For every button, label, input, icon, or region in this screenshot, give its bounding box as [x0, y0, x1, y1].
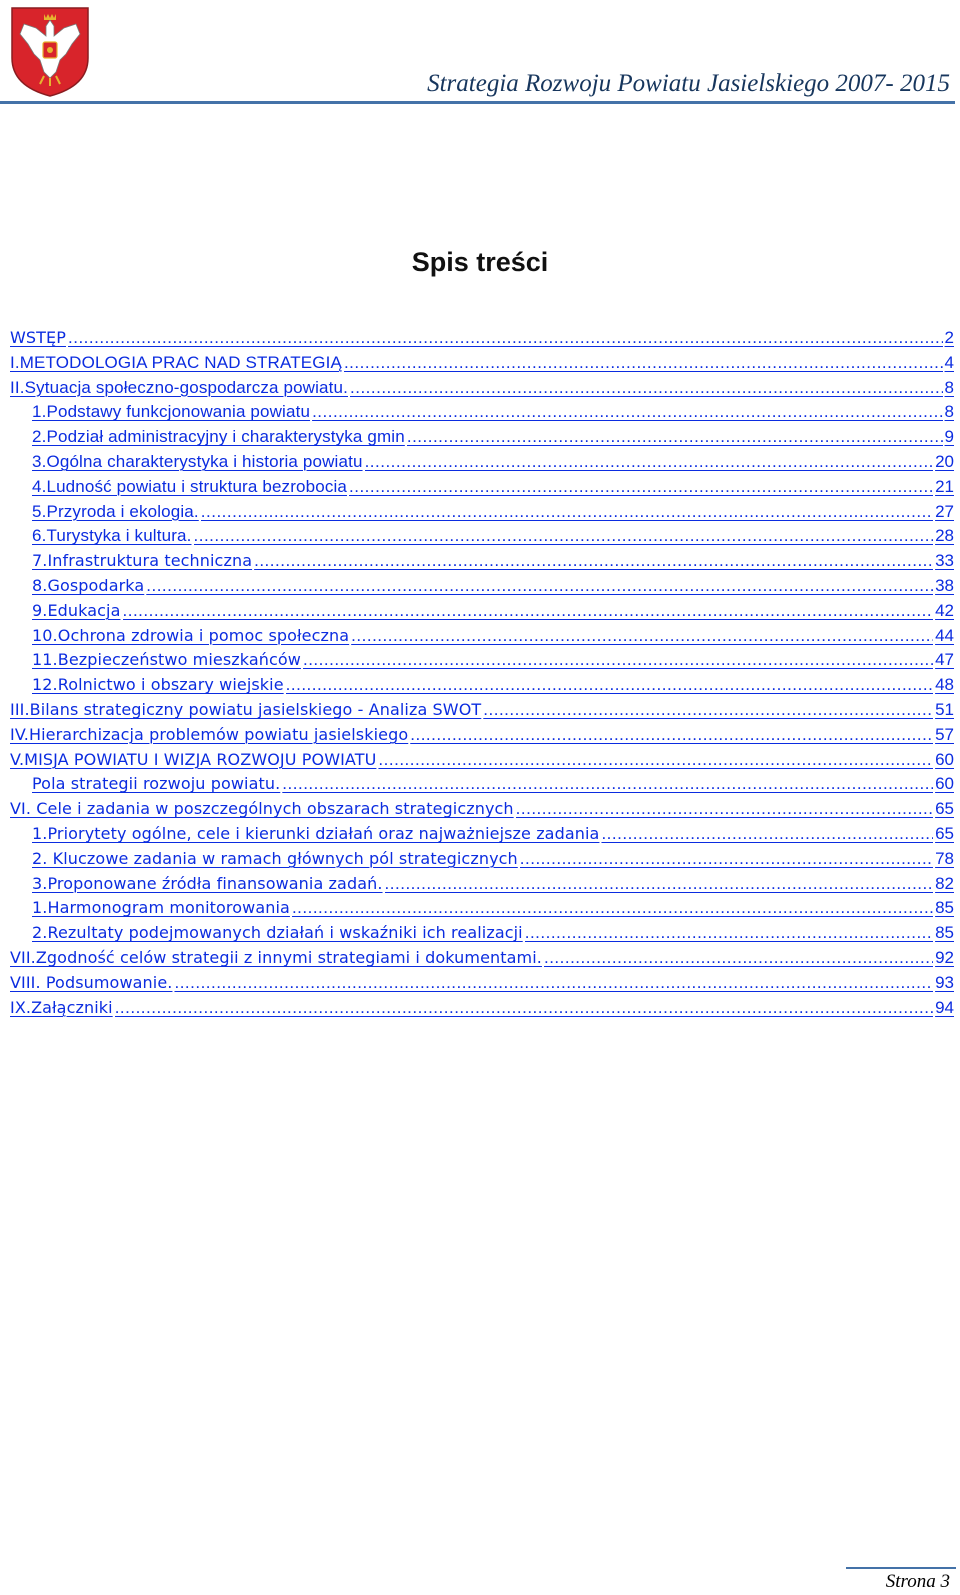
toc-entry-page[interactable]: 21	[935, 476, 954, 496]
toc-entry-label[interactable]: I.METODOLOGIA PRAC NAD STRATEGIĄ	[10, 352, 342, 372]
toc-entry[interactable]	[10, 549, 954, 574]
toc-entry[interactable]	[10, 872, 954, 897]
toc-entry-page[interactable]: 82	[935, 873, 954, 893]
toc-entry[interactable]	[10, 971, 954, 996]
toc-dot-leader	[349, 475, 933, 500]
toc-entry[interactable]	[10, 822, 954, 847]
toc-entry-label[interactable]: VII.Zgodność celów strategii z innymi strategiami i dokumentami.	[10, 947, 542, 967]
toc-entry-page[interactable]: 20	[935, 451, 954, 471]
toc-entry-page[interactable]: 33	[935, 551, 954, 571]
toc-dot-leader	[516, 797, 933, 822]
toc-entry-page[interactable]: 65	[935, 823, 954, 843]
toc-entry-label[interactable]: VIII. Podsumowanie.	[10, 972, 173, 992]
toc-dot-leader	[292, 896, 933, 921]
toc-entry[interactable]	[10, 475, 954, 500]
toc-entry-page[interactable]: 28	[935, 526, 954, 546]
toc-dot-leader	[115, 996, 933, 1021]
toc-entry-page[interactable]: 8	[944, 402, 954, 422]
toc-entry-page[interactable]: 51	[935, 699, 954, 719]
toc-entry[interactable]	[10, 400, 954, 425]
toc-entry[interactable]	[10, 996, 954, 1021]
toc-entry[interactable]	[10, 847, 954, 872]
toc-entry-page[interactable]: 27	[935, 501, 954, 521]
toc-dot-leader	[123, 599, 934, 624]
toc-entry-page[interactable]: 57	[935, 724, 954, 744]
coat-of-arms-eagle-icon	[10, 6, 90, 98]
toc-entry-label[interactable]: VI. Cele i zadania w poszczególnych obszarach strategicznych	[10, 799, 514, 819]
toc-entry-label[interactable]: IX.Załączniki	[10, 997, 113, 1017]
toc-entry-page[interactable]: 8	[944, 377, 954, 397]
toc-entry-page[interactable]: 48	[935, 675, 954, 695]
toc-dot-leader	[525, 921, 933, 946]
toc-entry-label[interactable]: IV.Hierarchizacja problemów powiatu jasielskiego	[10, 724, 409, 744]
toc-dot-leader	[146, 574, 933, 599]
toc-entry[interactable]	[10, 723, 954, 748]
toc-entry-page[interactable]: 47	[935, 650, 954, 670]
toc-entry-label[interactable]: WSTĘP	[10, 328, 67, 347]
toc-entry[interactable]	[10, 896, 954, 921]
toc-entry-label[interactable]: 5.Przyroda i ekologia.	[32, 501, 199, 521]
toc-entry-page[interactable]: 85	[935, 898, 954, 918]
toc-entry-label[interactable]: 4.Ludność powiatu i struktura bezrobocia	[32, 476, 348, 496]
table-of-contents	[10, 326, 954, 1020]
toc-entry-label[interactable]: 2.Rezultaty podejmowanych działań i wskaźniki ich realizacji	[32, 923, 523, 943]
toc-dot-leader	[282, 772, 933, 797]
toc-dot-leader	[174, 971, 933, 996]
toc-dot-leader	[194, 524, 934, 549]
toc-entry-label[interactable]: 2. Kluczowe zadania w ramach głównych pól strategicznych	[32, 848, 518, 868]
toc-entry[interactable]	[10, 698, 954, 723]
toc-entry[interactable]	[10, 425, 954, 450]
toc-entry-page[interactable]: 92	[935, 947, 954, 967]
toc-entry-label[interactable]: 10.Ochrona zdrowia i pomoc społeczna	[32, 625, 350, 645]
toc-dot-leader	[520, 847, 933, 872]
toc-entry-label[interactable]: 1.Priorytety ogólne, cele i kierunki działań oraz najważniejsze zadania	[32, 823, 600, 843]
toc-entry-label[interactable]: 7.Infrastruktura techniczna	[32, 551, 253, 571]
toc-entry-label[interactable]: 11.Bezpieczeństwo mieszkańców	[32, 650, 301, 670]
toc-dot-leader	[365, 450, 934, 475]
document-title: Strategia Rozwoju Powiatu Jasielskiego 2007- 2015	[427, 70, 950, 97]
toc-entry-label[interactable]: 2.Podział administracyjny i charakterystyka gmin	[32, 427, 405, 447]
toc-entry-page[interactable]: 65	[935, 799, 954, 819]
toc-entry-page[interactable]: 60	[935, 774, 954, 794]
toc-dot-leader	[201, 500, 933, 525]
toc-dot-leader	[312, 400, 942, 425]
toc-dot-leader	[544, 946, 933, 971]
header-divider	[0, 101, 955, 104]
toc-entry-label[interactable]: 1.Harmonogram monitorowania	[32, 898, 290, 918]
toc-entry[interactable]	[10, 648, 954, 673]
toc-entry-page[interactable]: 60	[935, 749, 954, 769]
toc-entry[interactable]	[10, 574, 954, 599]
toc-dot-leader	[254, 549, 933, 574]
toc-dot-leader	[351, 624, 933, 649]
toc-entry-page[interactable]: 94	[935, 997, 954, 1017]
toc-dot-leader	[303, 648, 933, 673]
toc-entry[interactable]	[10, 524, 954, 549]
page-header	[0, 0, 960, 100]
toc-dot-leader	[483, 698, 933, 723]
toc-entry[interactable]	[10, 624, 954, 649]
toc-entry[interactable]	[10, 921, 954, 946]
toc-entry-label[interactable]: 9.Edukacja	[32, 600, 121, 620]
toc-entry-page[interactable]: 9	[944, 427, 954, 447]
toc-entry-label[interactable]: 3.Proponowane źródła finansowania zadań.	[32, 873, 383, 893]
toc-dot-leader	[286, 673, 933, 698]
page-number: Strona 3	[885, 1571, 950, 1592]
toc-entry[interactable]	[10, 376, 954, 401]
toc-entry-label[interactable]: Pola strategii rozwoju powiatu.	[32, 774, 281, 794]
toc-entry-label[interactable]: 3.Ogólna charakterystyka i historia powiatu	[32, 451, 363, 471]
toc-entry-label[interactable]: 12.Rolnictwo i obszary wiejskie	[32, 675, 284, 695]
toc-dot-leader	[385, 872, 934, 897]
toc-entry[interactable]	[10, 599, 954, 624]
toc-entry-page[interactable]: 42	[935, 600, 954, 620]
toc-entry[interactable]	[10, 450, 954, 475]
toc-dot-leader	[407, 425, 943, 450]
toc-entry[interactable]	[10, 500, 954, 525]
toc-entry-page[interactable]: 85	[935, 923, 954, 943]
toc-heading: Spis treści	[411, 247, 549, 277]
toc-entry[interactable]	[10, 772, 954, 797]
toc-entry[interactable]	[10, 351, 954, 376]
toc-entry[interactable]	[10, 326, 954, 351]
toc-dot-leader	[601, 822, 933, 847]
toc-entry-page[interactable]: 78	[935, 848, 954, 868]
toc-entry[interactable]	[10, 748, 954, 773]
toc-entry-page[interactable]: 2	[944, 328, 954, 347]
toc-entry-label[interactable]: III.Bilans strategiczny powiatu jasielskiego - Analiza SWOT	[10, 699, 482, 719]
toc-entry-label[interactable]: V.MISJA POWIATU I WIZJA ROZWOJU POWIATU	[10, 749, 377, 769]
toc-entry-label[interactable]: 6.Turystyka i kultura.	[32, 526, 192, 546]
toc-entry[interactable]	[10, 797, 954, 822]
toc-entry-page[interactable]: 93	[935, 972, 954, 992]
toc-dot-leader	[350, 376, 943, 401]
footer-divider	[846, 1567, 956, 1569]
toc-dot-leader	[68, 326, 943, 351]
toc-entry-label[interactable]: II.Sytuacja społeczno-gospodarcza powiatu.	[10, 377, 348, 397]
toc-dot-leader	[378, 748, 933, 773]
toc-dot-leader	[410, 723, 933, 748]
toc-entry-page[interactable]: 38	[935, 575, 954, 595]
toc-entry-page[interactable]: 4	[944, 352, 954, 372]
toc-entry-page[interactable]: 44	[935, 625, 954, 645]
toc-entry-label[interactable]: 1.Podstawy funkcjonowania powiatu	[32, 402, 311, 422]
toc-entry[interactable]	[10, 946, 954, 971]
toc-dot-leader	[344, 351, 943, 376]
toc-entry-label[interactable]: 8.Gospodarka	[32, 575, 145, 595]
toc-entry[interactable]	[10, 673, 954, 698]
